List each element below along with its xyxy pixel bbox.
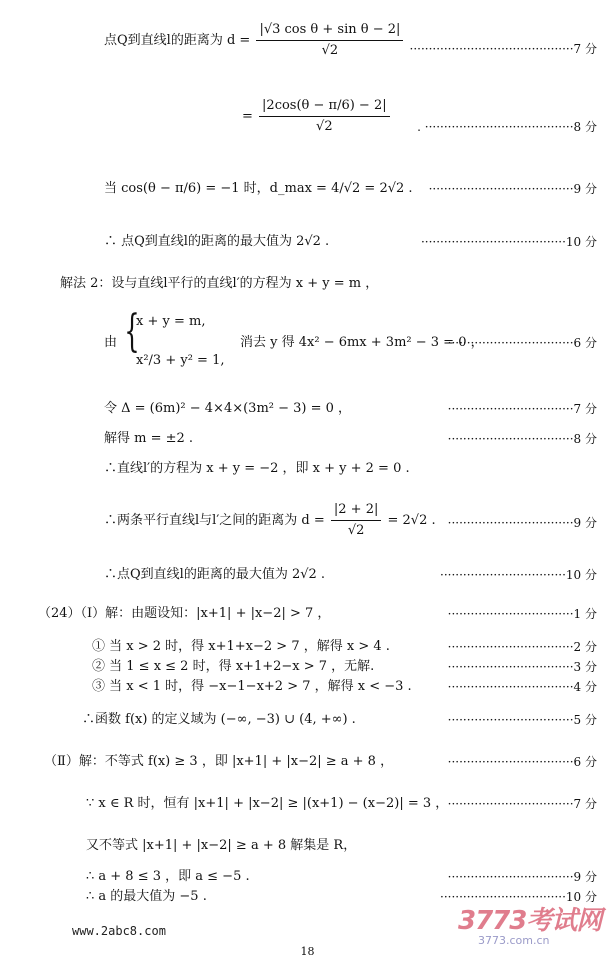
solve-m-line: 解得 m = ±2 . xyxy=(104,431,194,446)
fraction-denominator: √2 xyxy=(316,119,333,134)
site-url-watermark: www.2abc8.com xyxy=(72,924,166,938)
fraction-numerator: |2cos(θ − π/6) − 2| xyxy=(259,96,390,117)
equals-sign: = xyxy=(242,109,253,124)
system-brace: { xyxy=(124,306,140,357)
score-mark-3: ·································3 分 xyxy=(447,660,597,674)
result-line-1: ∴ a + 8 ≤ 3 ，即 a ≤ −5 . xyxy=(86,869,250,884)
case-3: ③ 当 x < 1 时，得 −x−1−x+2 > 7 ，解得 x < −3 . xyxy=(92,679,412,694)
score-mark-9c: ·································9 分 xyxy=(447,870,597,884)
case-2: ② 当 1 ≤ x ≤ 2 时，得 x+1+2−x > 7 ，无解. xyxy=(92,659,375,674)
parallel-distance-line xyxy=(104,500,436,541)
system-prefix: 由 xyxy=(104,335,118,350)
solution-set-line: 又不等式 |x+1| + |x−2| ≥ a + 8 解集是 R， xyxy=(86,838,357,853)
score-mark-9b: ·································9 分 xyxy=(447,516,597,530)
score-mark-10c: ·································10 分 xyxy=(440,890,597,904)
score-mark-10: ······································10 分 xyxy=(420,235,597,249)
exam-site-url: 3773.com.cn xyxy=(478,934,550,947)
result-line-2: ∴ a 的最大值为 −5 . xyxy=(86,889,207,904)
score-mark-6b: ·································6 分 xyxy=(447,755,597,769)
eliminate-y-line: 消去 y 得 4x² − 6mx + 3m² − 3 = 0 ， xyxy=(240,335,484,350)
domain-conclusion: ∴函数 f(x) 的定义域为 (−∞, −3) ∪ (4, +∞) . xyxy=(82,712,356,727)
exam-site-logo: 3773考试网 xyxy=(458,906,602,936)
max-condition-line: 当 cos(θ − π/6) = −1 时，d_max = 4/√2 = 2√2 . xyxy=(104,181,413,196)
distance-formula-prefix: 点Q到直线l的距离为 d = xyxy=(104,33,251,48)
method-2-heading: 解法 2：设与直线l平行的直线l′的方程为 x + y = m ， xyxy=(60,276,379,291)
distance-formula-line-2 xyxy=(242,96,392,137)
fraction-denominator: √2 xyxy=(321,43,339,58)
fraction-numerator: |2 + 2| xyxy=(331,500,381,521)
score-mark-8: . ·······································8 分 xyxy=(417,120,597,134)
page-number: 18 xyxy=(300,945,315,958)
distance-fraction-2 xyxy=(259,96,390,137)
score-mark-5: ·································5 分 xyxy=(447,713,597,727)
parallel-distance-suffix: = 2√2 . xyxy=(387,513,436,528)
distance-formula-line xyxy=(104,20,405,61)
distance-fraction xyxy=(256,20,403,61)
q24-intro: （24）（Ⅰ）解：由题设知：|x+1| + |x−2| > 7 ， xyxy=(38,606,331,621)
score-mark-8b: ·································8 分 xyxy=(447,432,597,446)
case-1: ① 当 x > 2 时，得 x+1+x−2 > 7 ，解得 x > 4 . xyxy=(92,639,390,654)
score-mark-7: ···········································7 分 xyxy=(409,42,597,56)
max-distance-conclusion-2: ∴点Q到直线l的距离的最大值为 2√2 . xyxy=(104,567,326,582)
because-line: ∵ x ∈ R 时，恒有 |x+1| + |x−2| ≥ |(x+1) − (x−2)| = 3 ， xyxy=(86,796,449,811)
score-mark-1: ·································1 分 xyxy=(447,607,597,621)
score-mark-10b: ·································10 分 xyxy=(440,568,597,582)
score-mark-4: ·································4 分 xyxy=(447,680,597,694)
score-mark-9: ······································9 分 xyxy=(428,182,597,196)
system-equation-1: x + y = m, xyxy=(136,314,206,329)
fraction-numerator: |√3 cos θ + sin θ − 2| xyxy=(256,20,403,41)
score-mark-2: ·································2 分 xyxy=(447,640,597,654)
score-mark-7b: ·································7 分 xyxy=(447,402,597,416)
system-equation-2: x²/3 + y² = 1, xyxy=(136,353,225,368)
max-distance-conclusion: ∴ 点Q到直线l的距离的最大值为 2√2 . xyxy=(104,234,330,249)
score-mark-6: ·································6 分 xyxy=(447,336,597,350)
part-2-intro: （Ⅱ）解：不等式 f(x) ≥ 3 ，即 |x+1| + |x−2| ≥ a + 8 ， xyxy=(44,754,394,769)
discriminant-line: 令 Δ = (6m)² − 4×4×(3m² − 3) = 0 ， xyxy=(104,401,352,416)
fraction-denominator: √2 xyxy=(347,523,365,538)
parallel-distance-prefix: ∴两条平行直线l与l′之间的距离为 d = xyxy=(104,513,325,528)
tangent-line-equation: ∴直线l′的方程为 x + y = −2 ，即 x + y + 2 = 0 . xyxy=(104,461,410,476)
score-mark-7c: ·································7 分 xyxy=(447,797,597,811)
parallel-distance-fraction xyxy=(331,500,381,541)
